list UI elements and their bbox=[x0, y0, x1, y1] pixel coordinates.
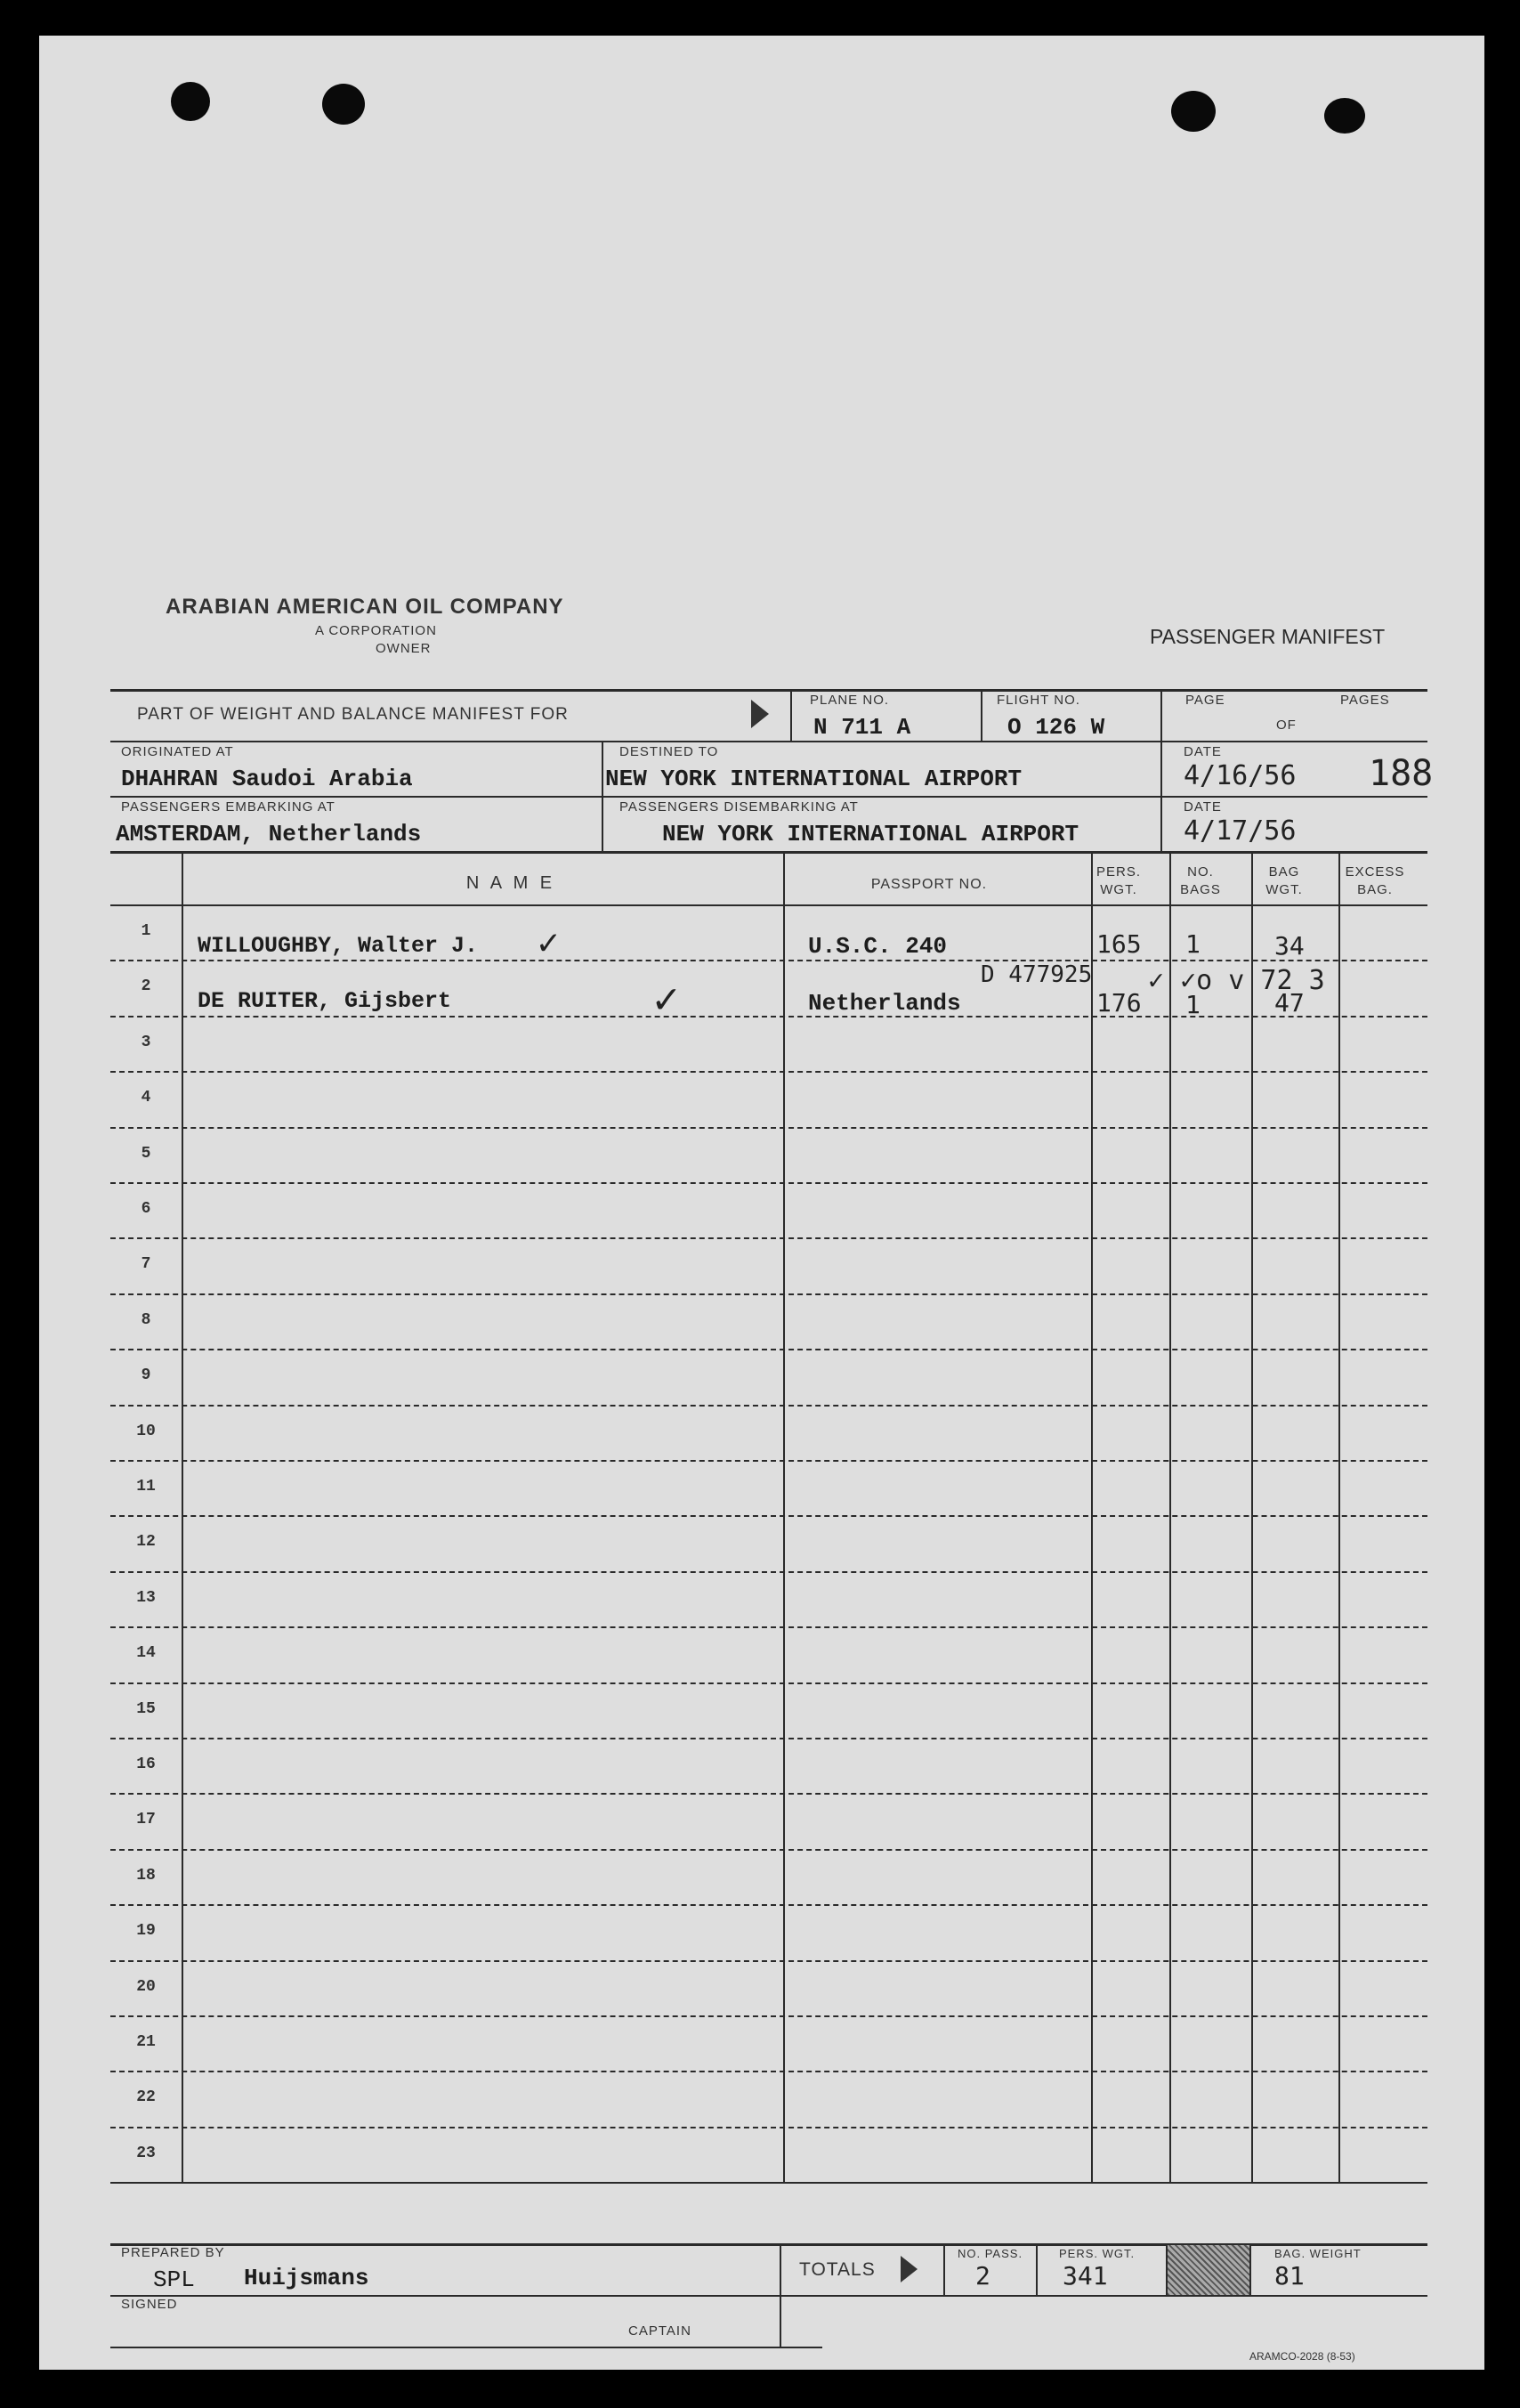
row-rule bbox=[110, 1293, 1427, 1295]
row-number: 12 bbox=[136, 1533, 156, 1551]
row-rule bbox=[110, 1626, 1427, 1628]
row-2-passport: Netherlands bbox=[808, 990, 961, 1017]
destined: NEW YORK INTERNATIONAL AIRPORT bbox=[605, 766, 1023, 792]
column-rule bbox=[1251, 853, 1253, 2182]
column-rule bbox=[1169, 853, 1171, 2182]
of-label: OF bbox=[1276, 718, 1297, 733]
rule bbox=[602, 741, 603, 851]
no-pass-label: NO. PASS. bbox=[958, 2247, 1023, 2260]
row-rule bbox=[110, 2015, 1427, 2017]
row-number: 15 bbox=[136, 1700, 156, 1718]
totals-label: TOTALS bbox=[799, 2259, 876, 2280]
row-number: 18 bbox=[136, 1867, 156, 1885]
plane-no: N 711 A bbox=[813, 714, 911, 741]
rule bbox=[110, 2295, 1427, 2297]
row-rule bbox=[110, 2182, 1427, 2184]
punch-hole bbox=[1324, 98, 1365, 134]
row-number: 5 bbox=[141, 1145, 151, 1163]
form-title: PASSENGER MANIFEST bbox=[1150, 625, 1386, 648]
embarking: AMSTERDAM, Netherlands bbox=[116, 821, 422, 847]
row-number: 23 bbox=[136, 2144, 156, 2162]
row-number: 14 bbox=[136, 1644, 156, 1662]
prepared-by-prefix: SPL bbox=[153, 2266, 195, 2293]
punch-hole bbox=[171, 82, 210, 121]
row-number: 3 bbox=[141, 1034, 151, 1051]
row-rule bbox=[110, 1904, 1427, 1906]
row-rule bbox=[110, 1405, 1427, 1407]
row-rule bbox=[110, 2127, 1427, 2128]
page-label: PAGE bbox=[1185, 693, 1225, 708]
rule bbox=[110, 796, 1427, 798]
destined-label: DESTINED TO bbox=[619, 744, 719, 759]
arrow-icon bbox=[901, 2256, 918, 2282]
prepared-by: Huijsmans bbox=[244, 2265, 369, 2291]
row-1-bag-wgt: 34 bbox=[1274, 931, 1305, 961]
prepared-by-label: PREPARED BY bbox=[121, 2245, 225, 2260]
bag-weight-label: BAG. WEIGHT bbox=[1274, 2247, 1362, 2260]
rule bbox=[981, 689, 982, 741]
row-1-pers-wgt: 165 bbox=[1096, 929, 1142, 959]
date-label: DATE bbox=[1184, 744, 1222, 759]
col-name-header: N A M E bbox=[465, 873, 556, 893]
row-number: 11 bbox=[136, 1478, 156, 1496]
col-excess-bag-header: EXCESS BAG. bbox=[1345, 864, 1405, 897]
rule bbox=[110, 741, 1427, 742]
column-rule bbox=[1091, 853, 1093, 2182]
pers-wgt-total-label: PERS. WGT. bbox=[1059, 2247, 1136, 2260]
plane-no-label: PLANE NO. bbox=[810, 693, 890, 708]
row-number: 21 bbox=[136, 2033, 156, 2051]
row-number: 8 bbox=[141, 1311, 151, 1329]
captain-label: CAPTAIN bbox=[628, 2323, 691, 2339]
rule bbox=[1160, 689, 1162, 851]
row-1-check: ✓ bbox=[538, 922, 560, 963]
row-number: 2 bbox=[141, 977, 151, 995]
no-pass: 2 bbox=[975, 2261, 990, 2290]
row-1-passport: U.S.C. 240 bbox=[808, 933, 948, 960]
signed-label: SIGNED bbox=[121, 2297, 178, 2312]
flight-no: O 126 W bbox=[1007, 714, 1105, 741]
company-name: ARABIAN AMERICAN OIL COMPANY bbox=[166, 595, 564, 619]
row-rule bbox=[110, 1793, 1427, 1795]
rule bbox=[110, 689, 1427, 692]
row-1-name: WILLOUGHBY, Walter J. bbox=[198, 933, 479, 959]
row-rule bbox=[110, 2071, 1427, 2072]
row-rule bbox=[110, 1349, 1427, 1350]
row-2-margin-note: ✓ ✓o v 72 3 bbox=[1148, 965, 1325, 996]
arrow-icon bbox=[751, 700, 769, 728]
row-2-passport-note: D 477925 bbox=[981, 961, 1093, 988]
row-number: 16 bbox=[136, 1755, 156, 1773]
company-corporation: A CORPORATION bbox=[315, 623, 437, 638]
row-rule bbox=[110, 1182, 1427, 1184]
col-pers-wgt-header: PERS. WGT. bbox=[1096, 864, 1141, 897]
row-rule bbox=[110, 1127, 1427, 1129]
date2: 4/17/56 bbox=[1184, 815, 1297, 847]
row-rule bbox=[110, 1515, 1427, 1517]
row-number: 17 bbox=[136, 1811, 156, 1828]
column-rule bbox=[783, 853, 785, 2182]
date: 4/16/56 bbox=[1184, 760, 1297, 791]
manifest-paper bbox=[39, 36, 1484, 2370]
row-2-bag-wgt: 47 bbox=[1274, 988, 1305, 1018]
embarking-label: PASSENGERS EMBARKING AT bbox=[121, 799, 336, 815]
rule bbox=[1036, 2243, 1038, 2295]
rule bbox=[1249, 2243, 1251, 2295]
flight-no-label: FLIGHT NO. bbox=[997, 693, 1080, 708]
shaded-cell bbox=[1168, 2245, 1249, 2295]
row-rule bbox=[110, 1071, 1427, 1073]
row-rule bbox=[110, 1571, 1427, 1573]
row-number: 10 bbox=[136, 1423, 156, 1440]
col-no-bags-header: NO. BAGS bbox=[1180, 864, 1221, 897]
row-rule bbox=[110, 1237, 1427, 1239]
column-rule bbox=[1338, 853, 1340, 2182]
row-number: 1 bbox=[141, 922, 151, 940]
form-code: ARAMCO-2028 (8-53) bbox=[1249, 2350, 1355, 2363]
company-owner: OWNER bbox=[376, 641, 432, 656]
row-rule bbox=[110, 1682, 1427, 1684]
row-rule bbox=[110, 1016, 1427, 1018]
pages-label: PAGES bbox=[1340, 693, 1390, 708]
rule bbox=[110, 2347, 822, 2348]
rule bbox=[110, 904, 1427, 906]
originated: DHAHRAN Saudoi Arabia bbox=[121, 766, 413, 792]
row-2-name: DE RUITER, Gijsbert bbox=[198, 988, 452, 1014]
disembarking-label: PASSENGERS DISEMBARKING AT bbox=[619, 799, 859, 815]
punch-hole bbox=[322, 84, 365, 125]
row-number: 9 bbox=[141, 1366, 151, 1384]
col-bag-wgt-header: BAG WGT. bbox=[1265, 864, 1303, 897]
row-2-check: ✓ bbox=[653, 974, 679, 1024]
row-2-pers-wgt: 176 bbox=[1096, 988, 1142, 1018]
disembarking: NEW YORK INTERNATIONAL AIRPORT bbox=[662, 821, 1079, 847]
row-number: 7 bbox=[141, 1255, 151, 1273]
pers-wgt-total: 341 bbox=[1063, 2261, 1108, 2290]
row-rule bbox=[110, 960, 1427, 961]
row-rule bbox=[110, 1460, 1427, 1462]
row-number: 13 bbox=[136, 1589, 156, 1607]
rule bbox=[790, 689, 792, 741]
part-of-label: PART OF WEIGHT AND BALANCE MANIFEST FOR bbox=[137, 705, 569, 724]
bag-weight-total: 81 bbox=[1274, 2261, 1305, 2290]
row-number: 4 bbox=[141, 1089, 151, 1107]
handwritten-number: 188 bbox=[1369, 753, 1434, 794]
row-number: 6 bbox=[141, 1200, 151, 1218]
date2-label: DATE bbox=[1184, 799, 1222, 815]
punch-hole bbox=[1171, 91, 1216, 132]
rule bbox=[943, 2243, 945, 2295]
row-number: 22 bbox=[136, 2088, 156, 2106]
row-number: 19 bbox=[136, 1922, 156, 1940]
rule bbox=[780, 2243, 781, 2347]
row-1-no-bags: 1 bbox=[1185, 929, 1201, 959]
originated-label: ORIGINATED AT bbox=[121, 744, 234, 759]
row-rule bbox=[110, 1960, 1427, 1962]
row-rule bbox=[110, 1738, 1427, 1739]
row-2-no-bags: 1 bbox=[1185, 990, 1201, 1019]
row-rule bbox=[110, 1849, 1427, 1851]
row-number: 20 bbox=[136, 1978, 156, 1996]
rule bbox=[110, 851, 1427, 854]
col-passport-header: PASSPORT NO. bbox=[870, 877, 988, 892]
